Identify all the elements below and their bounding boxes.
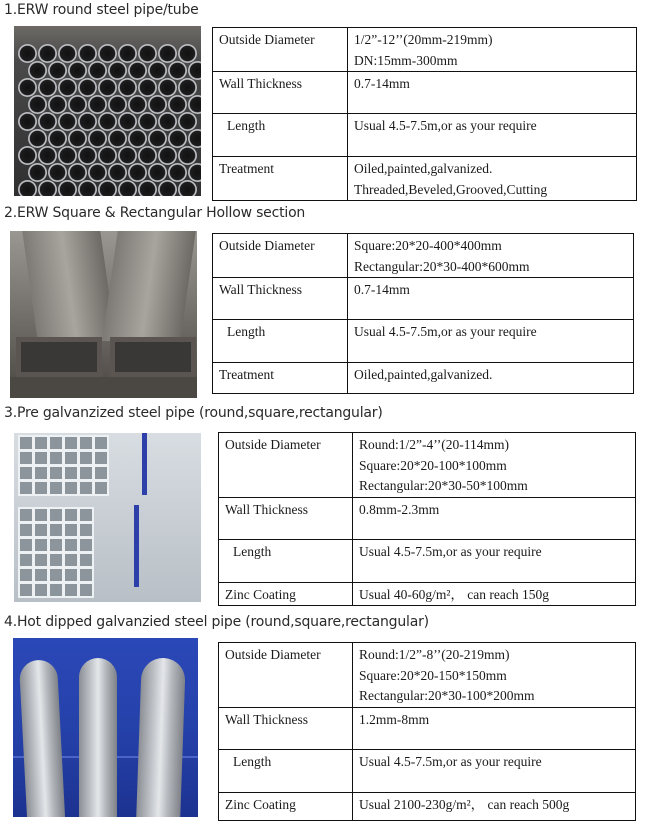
pipe-end-decoration [78,78,97,97]
pipe-end-decoration [108,163,127,182]
pipe-end-decoration [138,112,157,131]
label-wall-thickness: Wall Thickness [219,707,353,749]
square-tube-end-decoration [33,567,49,583]
pipe-end-decoration [68,163,87,182]
row-length [213,114,637,157]
value-line: Threaded,Beveled,Grooved,Cutting [354,181,548,197]
label-length: Length [213,114,348,157]
pipe-end-decoration [188,95,201,114]
pipe-end-decoration [58,112,77,131]
square-tube-end-decoration [48,465,64,481]
value-line: Rectangular:20*30-100*200mm [359,688,535,703]
label-outside-diameter: Outside Diameter [213,28,348,72]
value-length: Usual 4.5-7.5m,or as your require [348,114,637,157]
square-tube-end-decoration [63,567,79,583]
row-outside-diameter [219,643,636,708]
pipe-end-decoration [168,163,187,182]
pipe-end-decoration [188,129,201,148]
square-tube-end-decoration [63,450,79,466]
square-tube-end-decoration [63,522,79,538]
square-tube-end-decoration [93,435,109,451]
pipe-end-decoration [88,61,107,80]
value-line: 1/2”-12’’(20mm-219mm) [354,32,493,47]
square-tube-end-decoration [78,507,94,523]
pipe-end-decoration [28,129,47,148]
square-tube-end-decoration [78,567,94,583]
square-tube-end-decoration [48,537,64,553]
pipe-end-decoration [28,61,47,80]
label-wall-thickness: Wall Thickness [213,72,348,114]
pipe-end-decoration [98,146,117,165]
erw-rectangular-section-image [10,231,197,398]
square-tube-end-decoration [18,552,34,568]
value-wall-thickness: 0.8mm-2.3mm [353,497,636,539]
value-line: Square:20*20-150*150mm [359,667,507,683]
pipe-end-decoration [98,78,117,97]
square-tube-end-decoration [93,465,109,481]
pipe-end-decoration [138,44,157,63]
square-tube-end-decoration [63,552,79,568]
row-zinc-coating [219,792,636,820]
spec-table-pre-galvanized [218,432,636,606]
pipe-end-decoration [38,78,57,97]
row-outside-diameter [213,28,637,72]
row-zinc-coating [219,582,636,606]
square-tube-end-decoration [48,552,64,568]
value-line: Rectangular:20*30-400*600mm [354,258,530,274]
square-tube-end-decoration [48,522,64,538]
row-treatment [213,157,637,201]
pipe-end-decoration [128,95,147,114]
label-length: Length [219,749,353,792]
label-treatment: Treatment [213,157,348,201]
pipe-end-decoration [118,78,137,97]
pipe-end-decoration [68,95,87,114]
square-tube-end-decoration [48,567,64,583]
spec-table-erw-round [212,27,637,201]
row-outside-diameter [219,433,636,498]
square-tube-end-decoration [33,582,49,598]
pipe-end-decoration [58,180,77,196]
square-tube-end-decoration [63,507,79,523]
square-tube-end-decoration [78,450,94,466]
pipe-end-decoration [158,146,177,165]
square-tube-end-decoration [18,537,34,553]
row-wall-thickness [213,278,634,320]
value-length: Usual 4.5-7.5m,or as your require [353,749,636,792]
row-wall-thickness [219,497,636,539]
square-tube-end-decoration [33,522,49,538]
square-tube-end-decoration [63,582,79,598]
row-wall-thickness [213,72,637,114]
square-tube-end-decoration [78,435,94,451]
pipe-end-decoration [38,146,57,165]
square-tube-end-decoration [18,480,34,496]
pipe-end-decoration [38,112,57,131]
row-treatment [213,363,634,394]
row-length [219,749,636,792]
value-length: Usual 4.5-7.5m,or as your require [348,320,634,363]
value-outside-diameter [353,643,636,708]
erw-round-pipe-image [14,26,201,196]
pipe-end-decoration [118,112,137,131]
label-length: Length [219,539,353,582]
pipe-end-decoration [108,129,127,148]
pipe-end-decoration [18,180,37,196]
label-wall-thickness: Wall Thickness [213,278,348,320]
square-tube-end-decoration [33,435,49,451]
square-tube-end-decoration [78,582,94,598]
value-zinc-coating: Usual 2100-230g/m²， can reach 500g [353,792,636,820]
pipe-end-decoration [48,129,67,148]
spec-table-hot-dipped [218,642,636,821]
row-length [213,320,634,363]
value-outside-diameter [348,28,637,72]
square-tube-end-decoration [63,480,79,496]
section-3-title: 3.Pre galvanzized steel pipe (round,square,rectangular) [4,405,383,421]
pipe-end-decoration [88,95,107,114]
pipe-end-decoration [138,146,157,165]
label-zinc-coating: Zinc Coating [219,792,353,820]
pipe-end-decoration [48,95,67,114]
square-tube-end-decoration [63,435,79,451]
pipe-end-decoration [168,95,187,114]
pre-galvanized-pipe-image [14,433,201,602]
pipe-end-decoration [98,112,117,131]
pipe-end-decoration [158,180,177,196]
pipe-end-decoration [108,95,127,114]
square-tube-end-decoration [48,435,64,451]
value-line: Square:20*20-100*100mm [359,457,507,473]
pipe-end-decoration [148,95,167,114]
pipe-end-decoration [168,129,187,148]
pipe-end-decoration [48,61,67,80]
pipe-end-decoration [68,129,87,148]
pipe-end-decoration [138,78,157,97]
pipe-end-decoration [78,44,97,63]
value-outside-diameter [348,234,634,278]
row-outside-diameter [213,234,634,278]
square-tube-end-decoration [18,450,34,466]
pipe-end-decoration [128,61,147,80]
pipe-end-decoration [18,78,37,97]
label-treatment: Treatment [213,363,348,394]
pipe-end-decoration [18,44,37,63]
square-tube-end-decoration [33,507,49,523]
pipe-end-decoration [58,44,77,63]
value-wall-thickness: 0.7-14mm [348,72,637,114]
row-wall-thickness [219,707,636,749]
pipe-end-decoration [128,163,147,182]
value-line: DN:15mm-300mm [354,52,458,68]
pipe-end-decoration [28,95,47,114]
square-tube-end-decoration [18,522,34,538]
value-treatment: Oiled,painted,galvanized. [348,363,634,394]
value-line: Oiled,painted,galvanized. [354,161,493,176]
pipe-end-decoration [88,129,107,148]
square-tube-end-decoration [18,582,34,598]
section-2-title: 2.ERW Square & Rectangular Hollow section [4,205,306,221]
value-line: Round:1/2”-4’’(20-114mm) [359,437,509,452]
pipe-end-decoration [188,61,201,80]
square-tube-end-decoration [78,480,94,496]
pipe-end-decoration [178,180,197,196]
value-line: Round:1/2”-8’’(20-219mm) [359,647,510,662]
square-tube-end-decoration [93,480,109,496]
pipe-end-decoration [58,146,77,165]
pipe-end-decoration [28,163,47,182]
square-tube-end-decoration [63,465,79,481]
value-treatment [348,157,637,201]
square-tube-end-decoration [78,465,94,481]
value-length: Usual 4.5-7.5m,or as your require [353,539,636,582]
pipe-end-decoration [48,163,67,182]
value-line: Square:20*20-400*400mm [354,238,502,253]
square-tube-end-decoration [18,507,34,523]
pipe-end-decoration [78,146,97,165]
pipe-end-decoration [118,146,137,165]
pipe-end-decoration [68,61,87,80]
label-outside-diameter: Outside Diameter [213,234,348,278]
row-length [219,539,636,582]
square-tube-end-decoration [78,552,94,568]
label-outside-diameter: Outside Diameter [219,643,353,708]
square-tube-end-decoration [33,480,49,496]
pipe-end-decoration [158,44,177,63]
pipe-end-decoration [58,78,77,97]
pipe-end-decoration [98,180,117,196]
pipe-end-decoration [108,61,127,80]
pipe-end-decoration [138,180,157,196]
value-line: Rectangular:20*30-50*100mm [359,478,528,493]
label-length: Length [213,320,348,363]
square-tube-end-decoration [18,465,34,481]
pipe-end-decoration [118,44,137,63]
pipe-end-decoration [38,44,57,63]
square-tube-end-decoration [48,480,64,496]
label-zinc-coating: Zinc Coating [219,582,353,606]
square-tube-end-decoration [48,582,64,598]
label-wall-thickness: Wall Thickness [219,497,353,539]
square-tube-end-decoration [33,537,49,553]
section-4-title: 4.Hot dipped galvanzied steel pipe (round,square,rectangular) [4,614,429,630]
square-tube-end-decoration [63,537,79,553]
pipe-end-decoration [178,112,197,131]
pipe-end-decoration [158,112,177,131]
value-wall-thickness: 1.2mm-8mm [353,707,636,749]
square-tube-end-decoration [33,552,49,568]
value-wall-thickness: 0.7-14mm [348,278,634,320]
pipe-end-decoration [188,163,201,182]
hot-dipped-pipe-image [13,638,198,817]
value-zinc-coating: Usual 40-60g/m²， can reach 150g [353,582,636,606]
pipe-end-decoration [148,61,167,80]
pipe-end-decoration [118,180,137,196]
pipe-end-decoration [128,129,147,148]
square-tube-end-decoration [33,465,49,481]
pipe-end-decoration [38,180,57,196]
square-tube-end-decoration [18,435,34,451]
section-1-title: 1.ERW round steel pipe/tube [4,2,199,18]
pipe-end-decoration [178,146,197,165]
square-tube-end-decoration [18,567,34,583]
square-tube-end-decoration [48,450,64,466]
square-tube-end-decoration [93,450,109,466]
square-tube-end-decoration [78,522,94,538]
pipe-end-decoration [78,180,97,196]
value-outside-diameter [353,433,636,498]
pipe-end-decoration [168,61,187,80]
pipe-end-decoration [98,44,117,63]
square-tube-end-decoration [78,537,94,553]
square-tube-end-decoration [48,507,64,523]
pipe-end-decoration [148,163,167,182]
pipe-end-decoration [78,112,97,131]
pipe-end-decoration [178,44,197,63]
pipe-end-decoration [18,112,37,131]
pipe-end-decoration [18,146,37,165]
label-outside-diameter: Outside Diameter [219,433,353,498]
pipe-end-decoration [178,78,197,97]
square-tube-end-decoration [33,450,49,466]
pipe-end-decoration [158,78,177,97]
spec-table-erw-rectangular [212,233,634,394]
pipe-end-decoration [88,163,107,182]
pipe-end-decoration [148,129,167,148]
